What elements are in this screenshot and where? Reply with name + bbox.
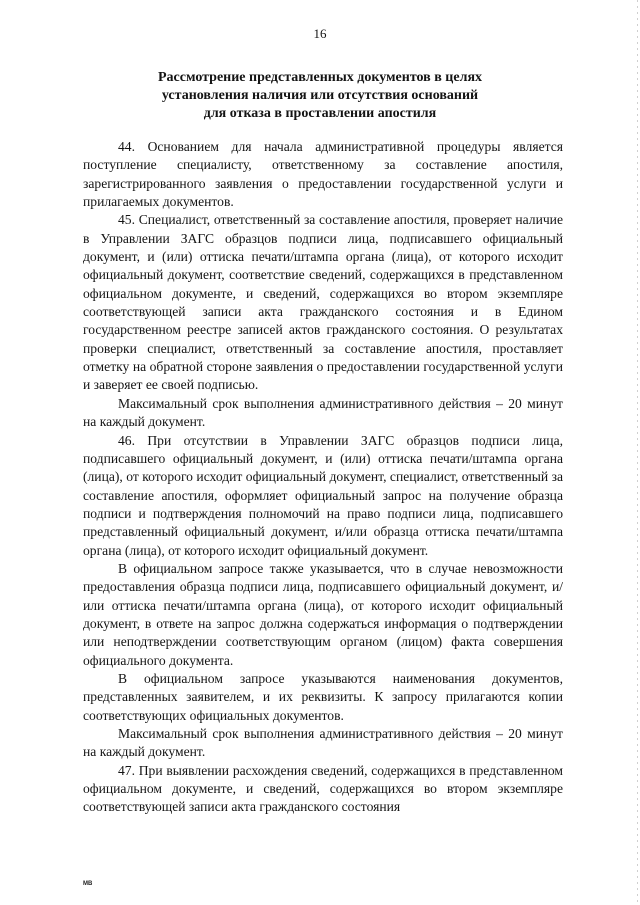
paragraph-47: 47. При выявлении расхождения сведений, содержащихся в представленном официальном документе, и сведений, содержащихся во втором экземпляре соответствующей записи акта гражданского состояния — [83, 762, 563, 815]
paragraph-46-request-note: В официальном запросе также указывается, что в случае невозможности предоставления образца подписи лица, подписавшего официальный документ, и/или оттиска печати/штампа органа (лица), от которого исходит официальный документ, в ответе на запрос должна содержаться информация о подтверждении или неподтверждении соответствующим органом (лицом) факта совершения официального документа. — [83, 560, 563, 668]
section-heading — [100, 69, 540, 123]
paragraph-46-request-contents: В официальном запросе указываются наименования документов, представленных заявителем, и их реквизиты. К запросу прилагаются копии соответствующих официальных документов. — [83, 670, 563, 723]
paragraph-45-deadline: Максимальный срок выполнения административного действия – 20 минут на каждый документ. — [83, 395, 563, 430]
page-number: 16 — [313, 26, 327, 41]
section-heading-line-2: установления наличия или отсутствия оснований — [161, 88, 479, 103]
footer-mark: MB — [83, 881, 93, 887]
paragraph-45: 45. Специалист, ответственный за составление апостиля, проверяет наличие в Управлении ЗАГС образцов подписи лица, подписавшего официальный документ, и (или) оттиска печати/штампа органа (лица), от которого исходит официальный документ, соответствие сведений, содержащихся в представленном официальном документе, и сведений, содержащихся во втором экземпляре соответствующей записи акта гражданского состояния и в Едином государственном реестре записей актов гражданского состояния. О результатах проверки специалист, ответственный за составление апостиля, проставляет отметку на обратной стороне заявления о предоставлении государственной услуги и заверяет ее своей подписью. — [83, 212, 563, 393]
document-body — [83, 138, 563, 817]
paragraph-46: 46. При отсутствии в Управлении ЗАГС образцов подписи лица, подписавшего официальный документ, и (или) оттиска печати/штампа органа (лица), от которого исходит официальный документ, специалист, ответственный за составление апостиля, оформляет официальный запрос на получение образца подписи и подтверждения полномочий на право подписи лица, подписавшего представленный официальный документ, и/или образца оттиска печати/штампа органа (лица), от которого исходит официальный документ. — [83, 432, 563, 558]
section-heading-line-3: для отказа в проставлении апостиля — [203, 106, 437, 121]
scan-edge-divider — [637, 0, 638, 905]
paragraph-44: 44. Основанием для начала административной процедуры является поступление специалисту, ответственному за составление апостиля, зарегистрированного заявления о предоставлении государственной услуги и прилагаемых документов. — [83, 139, 563, 210]
paragraph-46-deadline: Максимальный срок выполнения административного действия – 20 минут на каждый документ. — [83, 726, 563, 760]
section-heading-line-1: Рассмотрение представленных документов в целях — [157, 70, 483, 85]
